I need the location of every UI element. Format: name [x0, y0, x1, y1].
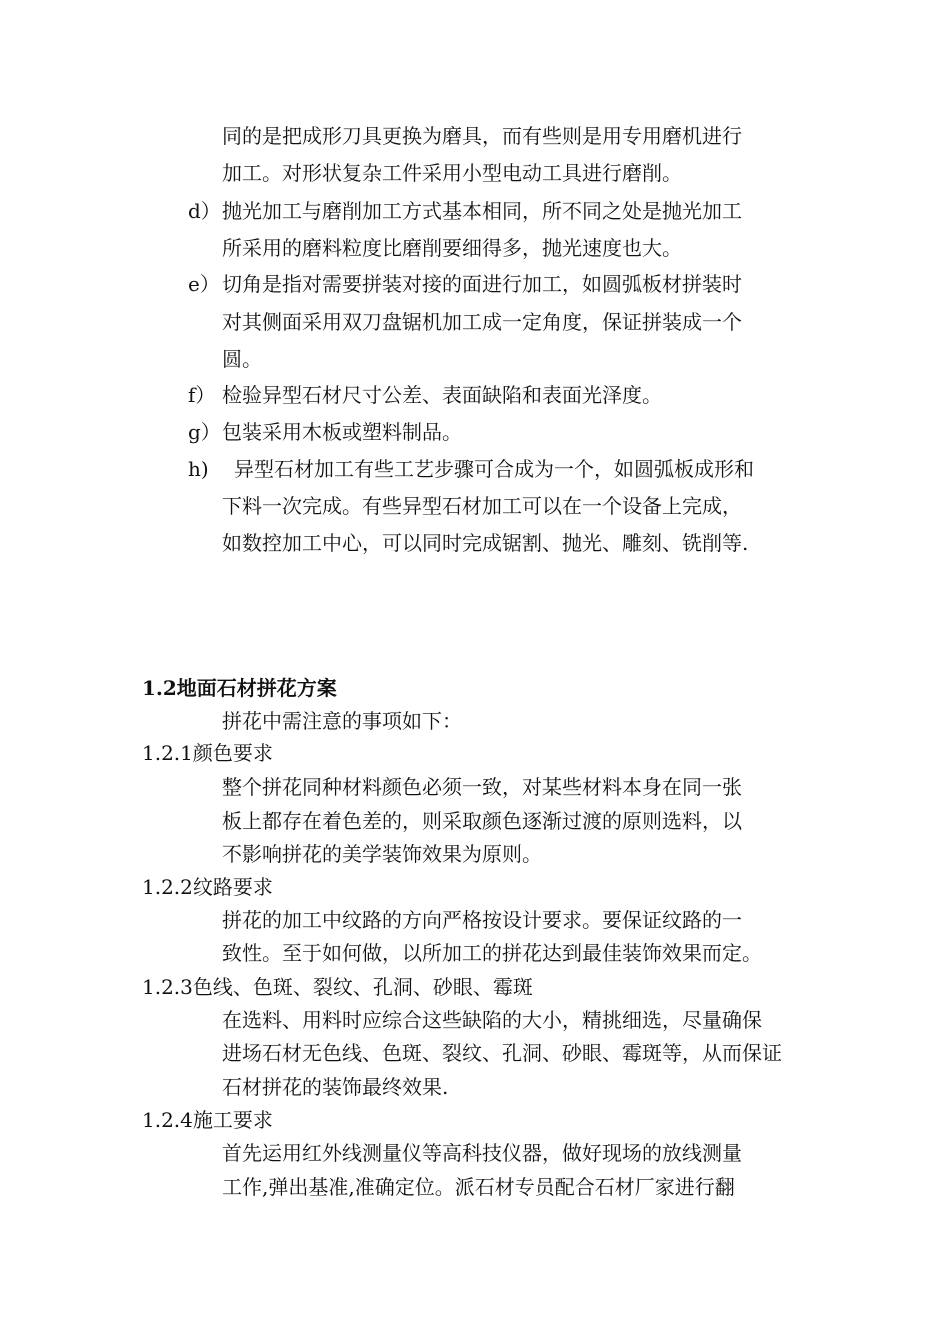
list-item-line: 如数控加工中心，可以同时完成锯割、抛光、雕刻、铣削等.	[222, 531, 749, 555]
paragraph-line: 板上都存在着色差的，则采取颜色逐渐过渡的原则选料，以	[222, 809, 742, 833]
list-item-marker: e）	[188, 272, 220, 296]
list-item-line: 下料一次完成。有些异型石材加工可以在一个设备上完成，	[222, 494, 742, 518]
subsection-title: 1.2.1颜色要求	[142, 741, 273, 765]
paragraph-line: 拼花的加工中纹路的方向严格按设计要求。要保证纹路的一	[222, 908, 742, 932]
paragraph-line: 工作,弹出基准,准确定位。派石材专员配合石材厂家进行翻	[222, 1175, 735, 1199]
subsection-title: 1.2.2纹路要求	[142, 875, 273, 899]
list-item-line: 包装采用木板或塑料制品。	[222, 420, 462, 444]
paragraph-line: 首先运用红外线测量仪等高科技仪器，做好现场的放线测量	[222, 1141, 742, 1165]
subsection-title: 1.2.3色线、色斑、裂纹、孔洞、砂眼、霉斑	[142, 975, 533, 999]
subsection-title: 1.2.4施工要求	[142, 1108, 273, 1132]
list-item-marker: h)	[188, 457, 209, 481]
paragraph-line: 不影响拼花的美学装饰效果为原则。	[222, 842, 542, 866]
intro-line: 同的是把成形刀具更换为磨具，而有些则是用专用磨机进行	[222, 124, 742, 148]
list-item-line: 抛光加工与磨削加工方式基本相同，所不同之处是抛光加工	[222, 199, 742, 223]
list-item-line: 异型石材加工有些工艺步骤可合成为一个，如圆弧板成形和	[234, 457, 754, 481]
list-item-line: 切角是指对需要拼装对接的面进行加工，如圆弧板材拼装时	[222, 272, 742, 296]
list-item-marker: f）	[188, 383, 216, 407]
paragraph-line: 致性。至于如何做，以所加工的拼花达到最佳装饰效果而定。	[222, 941, 762, 965]
list-item-line: 检验异型石材尺寸公差、表面缺陷和表面光泽度。	[222, 383, 662, 407]
intro-line: 加工。对形状复杂工件采用小型电动工具进行磨削。	[222, 161, 682, 185]
paragraph-line: 整个拼花同种材料颜色必须一致，对某些材料本身在同一张	[222, 775, 742, 799]
list-item-line: 圆。	[222, 347, 262, 371]
list-item-line: 所采用的磨料粒度比磨削要细得多，抛光速度也大。	[222, 236, 682, 260]
section-heading: 1.2地面石材拼花方案	[142, 676, 337, 700]
paragraph-line: 在选料、用料时应综合这些缺陷的大小，精挑细选，尽量确保	[222, 1008, 762, 1032]
list-item-line: 对其侧面采用双刀盘锯机加工成一定角度，保证拼装成一个	[222, 310, 742, 334]
paragraph-line: 石材拼花的装饰最终效果.	[222, 1075, 449, 1099]
list-item-marker: d）	[188, 199, 221, 223]
section-intro: 拼花中需注意的事项如下：	[222, 709, 462, 733]
paragraph-line: 进场石材无色线、色斑、裂纹、孔洞、砂眼、霉斑等，从而保证	[222, 1041, 782, 1065]
list-item-marker: g）	[188, 420, 221, 444]
